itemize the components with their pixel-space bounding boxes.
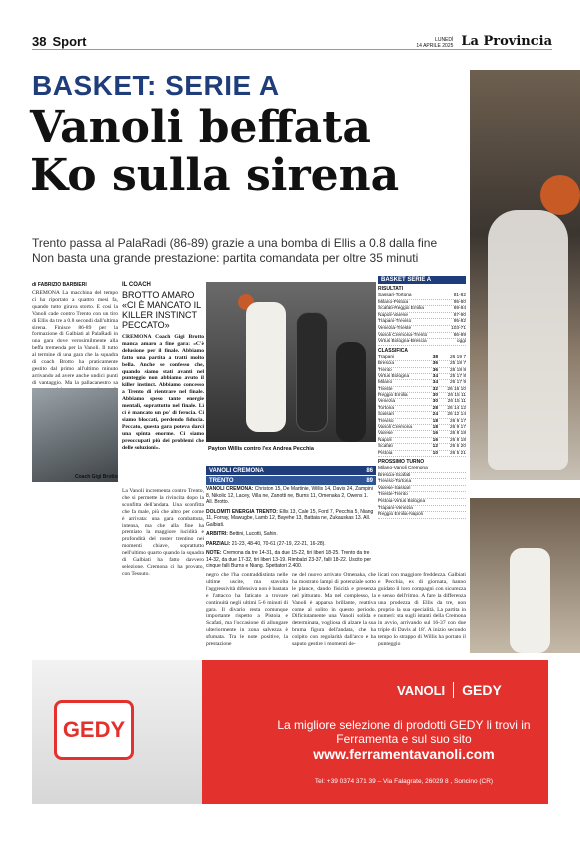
standings-team: Reggio Emilia (378, 393, 408, 399)
result-match: Napoli-Varese (378, 312, 409, 318)
standings-record: 26 18 8 (449, 367, 466, 373)
referees-text: Bettini, Lucotti, Sahin. (229, 531, 278, 537)
vanoli-logo: VANOLI (397, 682, 446, 698)
next-match: Trieste-Trento (378, 492, 466, 499)
result-row (378, 306, 466, 313)
headline-line-1: Vanoli beffata (30, 102, 371, 153)
gedy-logo: GEDY (453, 682, 502, 698)
standings-record: 26 9 17 (449, 418, 466, 424)
standings-points: 30 (432, 393, 438, 399)
subtitle-line-2: Non basta una grande prestazione: partita comandata per oltre 35 minuti (32, 251, 419, 265)
standings-team: Vanoli Cremona (378, 425, 413, 431)
partials-label: PARZIALI: (206, 540, 231, 547)
player-dark-figure-2 (336, 342, 366, 442)
result-row (378, 293, 466, 300)
score-row-away (206, 476, 376, 485)
standings-points: 32 (432, 386, 438, 392)
next-match: Trapani-Venezia (378, 506, 466, 513)
standings-record: 26 14 12 (447, 405, 466, 411)
notes-label: NOTE: (206, 550, 222, 556)
notes-text: Cremona da tre 14-31, da due 15-22, tiri liberi 18-25. Trento da tre 14-32, da due 17-32, tiri liberi 13-19. Rimbalzi 23-37, falli 18-22. Uscito per cinque falli Burns e Niang. Spettatori 2.400. (206, 550, 372, 569)
referees (206, 531, 376, 538)
partials (206, 541, 376, 548)
standings-record: 26 12 14 (447, 412, 466, 418)
standings-team: Pistoia (378, 450, 393, 456)
ad-tagline: La migliore selezione di prodotti GEDY li trovi in Ferramenta e sul suo sito (277, 718, 531, 746)
standings-record: 26 17 9 (449, 380, 466, 386)
result-match: Virtus Bologna-Brescia (378, 339, 427, 345)
results-title: RISULTATI (378, 286, 403, 292)
ad-url-link[interactable]: www.ferramentavanoli.com (313, 746, 495, 762)
standings-team: Milano (378, 380, 393, 386)
masthead-logo: La Provincia (461, 34, 552, 49)
referees-label: ARBITRI: (206, 531, 228, 537)
result-match: Trapani-Treviso (378, 319, 412, 325)
date-full: 14 APRILE 2025 (416, 43, 454, 49)
game-photo-caption: Payton Willis contro l'ex Andrea Pecchia (208, 446, 314, 452)
standings-team: Trento (378, 367, 392, 373)
result-score: 86-89 (453, 332, 466, 338)
next-match: Varese-Sassari (378, 486, 466, 493)
standings-points: 10 (432, 450, 438, 456)
standings-team: Tortona (378, 405, 394, 411)
results-list (378, 293, 466, 346)
standings-title: CLASSIFICA (378, 347, 408, 354)
ad-product-image (32, 660, 202, 804)
standings-team: Scafati (378, 444, 393, 450)
result-score: 95-80 (453, 299, 466, 305)
article-byline: di FABRIZIO BARBIERI (32, 282, 87, 288)
issue-date (416, 37, 453, 49)
tabellino-home (206, 486, 376, 506)
tabellino-home-label: VANOLI CREMONA: (206, 486, 254, 492)
next-match: Milano-Vanoli Cremona (378, 466, 466, 473)
standings-record: 25 17 8 (449, 373, 466, 379)
standings-team: Trapani (378, 354, 395, 360)
ad-contact: Tel: +39 0374 371 39 – Via Falagrate, 26029 8 , Soncino (CR) (314, 778, 494, 785)
standings-record: 26 15 11 (447, 393, 466, 399)
secondary-photo (470, 498, 580, 653)
standings-points: 12 (432, 444, 438, 450)
score-row-home (206, 466, 376, 475)
standings-points: 18 (432, 425, 438, 431)
tabellino-away (206, 509, 376, 529)
standings-team: Brescia (378, 361, 394, 367)
sidebar-title: BASKET SERIE A (378, 276, 466, 284)
notes (206, 550, 376, 570)
standings-record: 26 8 18 (449, 431, 466, 437)
date-day: LUNEDÌ (435, 37, 454, 43)
result-score: 87-90 (453, 312, 466, 318)
headline-line-2: Ko sulla sirena (30, 150, 400, 201)
section-name: Sport (52, 34, 87, 49)
away-score: 89 (366, 477, 373, 484)
subtitle-line-1: Trento passa al PalaRadi (86-89) grazie a una bomba di Ellis a 0.8 dalla fine (32, 236, 438, 250)
home-team: VANOLI CREMONA (209, 467, 264, 474)
result-match: Sassari-Tortona (378, 293, 412, 298)
standings-points: 30 (432, 399, 438, 405)
result-score: 69-84 (453, 306, 466, 312)
result-row (378, 319, 466, 326)
game-photo (206, 282, 376, 442)
standings-table (378, 355, 466, 457)
result-score: 95-82 (453, 319, 466, 325)
box-score-text (206, 486, 376, 573)
gedy-showroom-sign: GEDY (54, 700, 134, 760)
coach-photo-caption: Coach Gigi Brotto (75, 474, 118, 480)
coach-photo (32, 388, 118, 482)
result-row (378, 339, 466, 346)
standings-record: 26 15 11 (447, 399, 466, 405)
secondary-player-figure (510, 548, 550, 653)
result-match: Vanoli Cremona-Trento (378, 332, 428, 338)
coach-box-label: IL COACH (122, 282, 151, 288)
standings-points: 38 (432, 354, 438, 360)
standings-points: 24 (432, 412, 438, 418)
next-match: Reggio Emilia-Napoli (378, 512, 466, 519)
partials-text: 21-23, 48-40, 70-61 (27-19, 22-21, 16-28). (231, 540, 326, 547)
standings-team: Trieste (378, 386, 393, 392)
scoreboard (206, 466, 376, 486)
tabellino-home-text: Christon 15, De Martinie, Willis 14, Davis 24, Zampini 8, Nikolic 12, Lacey, Villa ne, Zanotti ne, Burns 11, Omenaka 2, Owens 1. All. Brotto. (206, 486, 373, 505)
next-match: Pistoia-Virtus Bologna (378, 499, 466, 506)
result-score: 81-82 (453, 293, 466, 298)
standings-record: 25 18 7 (449, 361, 466, 367)
article-body-col-2: La Vanoli incrementa contro Trento, che si permette la rivincita dopo la sconfitta dell'andata. Una sconfitta che fa male, più che altro per come è arrivata: una gara combattuta, intensa, ma che alla fine ha premiato la maggiore lucidità e profondità del roster trentino nei momenti chiave, soprattutto nell'ultimo quarto quando la squadra di Galbiati ha fatto davvero selezione. Cremona ci ha provato, con Tessuto. (122, 488, 204, 577)
coach-box-text: CREMONA Coach Gigi Brotto manca amaro a fine gara: «C'è delusione per il finale. Abbiamo fatto una partita a tratti molto bella. Anche se confesso che, quando siamo stati avanti nel punteggio non abbiamo avuto il killer instinct. Abbiamo concesso a Trento di rientrare nel finale. Abbiamo speso tante energie mentali, soprattutto nel finale. Lì ci è mancato un po' di ferocia. Ci siamo bloccati, perdendo fiducia. Peccato, questa gara poteva darci una spinta enorme. Ci siamo preoccupati più dei problemi che delle soluzioni». (122, 334, 204, 451)
standings-team: Treviso (378, 418, 394, 424)
home-score: 86 (366, 467, 373, 474)
standings-record: 26 19 7 (449, 354, 466, 360)
standings-team: Venezia (378, 399, 396, 405)
player-white-figure (246, 302, 286, 432)
advertisement[interactable] (32, 660, 548, 804)
result-score: 103-71 (451, 325, 466, 331)
standings-points: 16 (432, 431, 438, 437)
standings-row (378, 451, 466, 457)
standings-team: Virtus Bologna (378, 373, 410, 379)
coach-box-title: BROTTO AMARO «CI È MANCATO IL KILLER INSTINCT PECCATO» (122, 290, 201, 330)
page-number: 38 (32, 34, 47, 49)
tabellino-away-text: Ellis 13, Cale 15, Ford 7, Pecchia 5, Niang 11, Forray, Mawugbe, Lamb 12, Bayehe 13, Battaia ne, Zukauskas 13. All. Galbiati. (206, 508, 374, 528)
page-header (32, 32, 552, 50)
tabellino-away-label: DOLOMITI ENERGIA TRENTO: (206, 508, 278, 515)
player-dark-figure (296, 312, 328, 432)
standings-points: 34 (432, 380, 438, 386)
standings-points: 28 (432, 405, 438, 411)
standings-record: 26 16 10 (447, 386, 466, 392)
next-match: Treviso-Tortona (378, 479, 466, 486)
next-round-title: PROSSIMO TURNO (378, 459, 425, 465)
standings-team: Sassari (378, 412, 394, 418)
standings-points: 34 (432, 373, 438, 379)
result-row (378, 326, 466, 333)
result-match: Scafati-Reggio Emilia (378, 306, 424, 312)
article-headline (30, 104, 460, 200)
article-body-col-3: negro che l'ha contraddistinta nelle ultime uscite, ma stavolta l'aggressività difensiva non è bastata e l'attacco ha faticato a trovare continuità negli ultimi 5-6 minuti di gara. Il divario resta comunque importante rispetto a Pistoia e Scafati, ma l'occasione di allungare ulteriormente in zona salvezza è sfumata. Tra le note positive, la prestazione (206, 572, 288, 648)
ad-logos (397, 682, 502, 698)
hero-player-figure (488, 210, 568, 470)
standings-team: Varese (378, 431, 393, 437)
basketball-icon (540, 175, 580, 215)
standings-points: 16 (432, 437, 438, 443)
article-subtitle (32, 236, 472, 266)
league-sidebar (378, 276, 466, 519)
article-kicker: BASKET: SERIE A (32, 70, 280, 101)
result-match: Venezia-Trieste (378, 325, 412, 331)
next-round-list (378, 466, 466, 519)
standings-record: 26 8 18 (449, 437, 466, 443)
result-score: oggi (456, 339, 466, 345)
standings-record: 26 9 17 (449, 425, 466, 431)
away-team: TRENTO (209, 477, 234, 484)
article-body-col-4: ne del nuovo arrivato Omenaka, che ha mostrato lampi di potenziale sotto le plance, dando fisicità e presenza nel pitturato. Ma nel complesso, la Vanoli è apparsa brillante, reattiva come al solito in questo periodo. Dificiutamente una Vanoli solida e determinata, vogliosa di alzare la sua bruma figura dell'andata, che ha colpito con regolarità dall'arco e ha saputo gestire i momenti de- (292, 572, 376, 648)
next-match: Brescia-Scafati (378, 473, 466, 480)
result-match: Milano-Pistoia (378, 299, 409, 305)
standings-points: 36 (432, 361, 438, 367)
standings-team: Napoli (378, 437, 392, 443)
article-body-col-1: CREMONA La macchina del tempo ci ha riportato a quattro mesi fa, quando tutto girava storto. E così la Vanoli cade contro Trento con un tiro di Ellis da tre a 0.8 secondi dall'ultima sirena. Finisce 86-89 per la formazione di Galbiati al PalaRadi in una gara dove verosimilmente alla beffa tremenda per la Vanoli. Il tutto al termine di una gara che la squadra di coach Brotto ha praticamente gestito dal primo all'ultimo minuto arrivando ad avere anche undici punti di vantaggio. Ma la pallacanestro sa (32, 290, 118, 386)
standings-points: 18 (432, 418, 438, 424)
standings-record: 26 5 21 (449, 450, 466, 456)
standings-points: 36 (432, 367, 438, 373)
standings-record: 26 6 20 (449, 444, 466, 450)
article-body-col-5: licati con maggiore freddezza. Galbiati e Pecchia, ex di giornata, hanno guidato il loro compagni con sicurezza e senso dell'ritmo. A fare la differenza una prodezza di Ellis da tre, non proprio la sua specialità. La partita in numeri: sta sugli istanti della Cremona in avvio, arrivando sul 16-37 con due triple di Davis al 18'. A inizio secondo tempo lo strappo di Willis ha portato il punteggio (378, 572, 466, 648)
